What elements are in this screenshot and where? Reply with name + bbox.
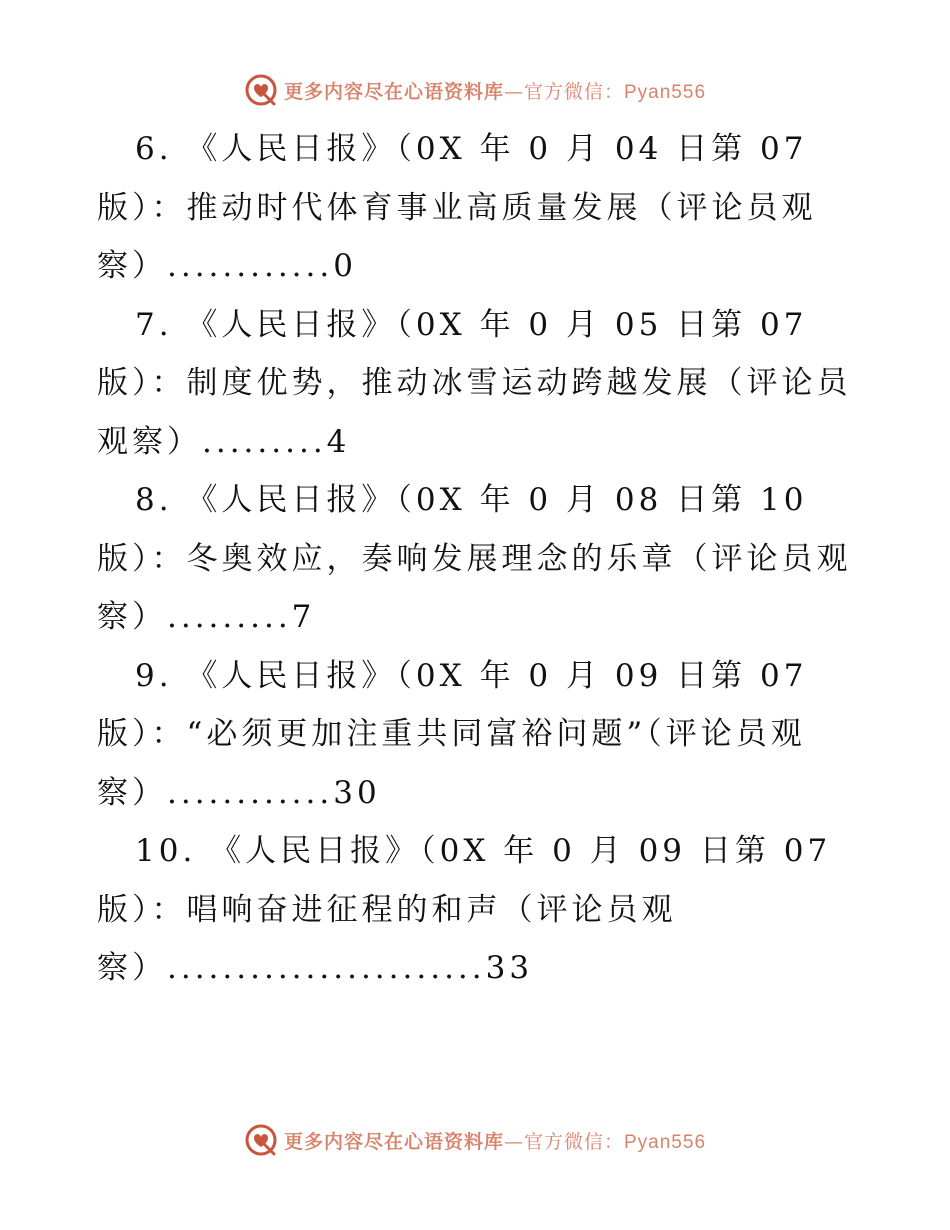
toc-entry-line: 察）.........7 xyxy=(97,599,316,635)
toc-entry-line: 观察）.........4 xyxy=(97,423,351,460)
watermark-dash: — xyxy=(503,80,524,103)
watermark-sub: 官方微信： xyxy=(523,1130,624,1153)
heart-pen-logo-icon xyxy=(244,1123,278,1157)
toc-entry-line: 版）：制度优势，推动冰雪运动跨越发展（评论员 xyxy=(97,365,852,401)
toc-entry-line: 察）............0 xyxy=(97,248,357,284)
toc-entry-line: 8. 《人民日报》（0X 年 0 月 08 日第 10 xyxy=(135,482,808,518)
watermark-id: Pyan556 xyxy=(624,81,707,103)
toc-entry-line: 9. 《人民日报》（0X 年 0 月 09 日第 07 xyxy=(135,657,808,694)
watermark-text xyxy=(284,77,706,104)
toc-entry-line: 7. 《人民日报》（0X 年 0 月 05 日第 07 xyxy=(135,306,808,343)
footer-watermark xyxy=(0,1120,950,1160)
toc-entry xyxy=(97,647,857,823)
watermark-sub: 官方微信： xyxy=(523,80,624,103)
toc-entry xyxy=(97,471,857,647)
toc-entry-line: 察）............30 xyxy=(97,774,381,811)
toc-entry-line: 版）：唱响奋进征程的和声（评论员观 xyxy=(97,891,677,928)
toc-entry-line: 察）.......................33 xyxy=(97,950,534,986)
toc-entry xyxy=(97,296,857,472)
toc-entry xyxy=(97,120,857,296)
table-of-contents xyxy=(97,120,857,998)
toc-entry-line: 版）：冬奥效应，奏响发展理念的乐章（评论员观 xyxy=(97,540,852,577)
watermark-main: 更多内容尽在心语资料库 xyxy=(283,1130,504,1153)
toc-entry-line: 6. 《人民日报》（0X 年 0 月 04 日第 07 xyxy=(135,131,808,167)
watermark-id: Pyan556 xyxy=(624,1131,707,1153)
toc-entry-line: 10. 《人民日报》（0X 年 0 月 09 日第 07 xyxy=(135,833,832,869)
header-watermark xyxy=(0,70,950,110)
watermark-text xyxy=(284,1127,706,1154)
toc-entry-line: 版）：“必须更加注重共同富裕问题”（评论员观 xyxy=(97,716,806,752)
heart-pen-logo-icon xyxy=(244,73,278,107)
watermark-main: 更多内容尽在心语资料库 xyxy=(283,80,504,103)
toc-entry xyxy=(97,822,857,998)
toc-entry-line: 版）：推动时代体育事业高质量发展（评论员观 xyxy=(97,189,817,226)
watermark-dash: — xyxy=(503,1130,524,1153)
